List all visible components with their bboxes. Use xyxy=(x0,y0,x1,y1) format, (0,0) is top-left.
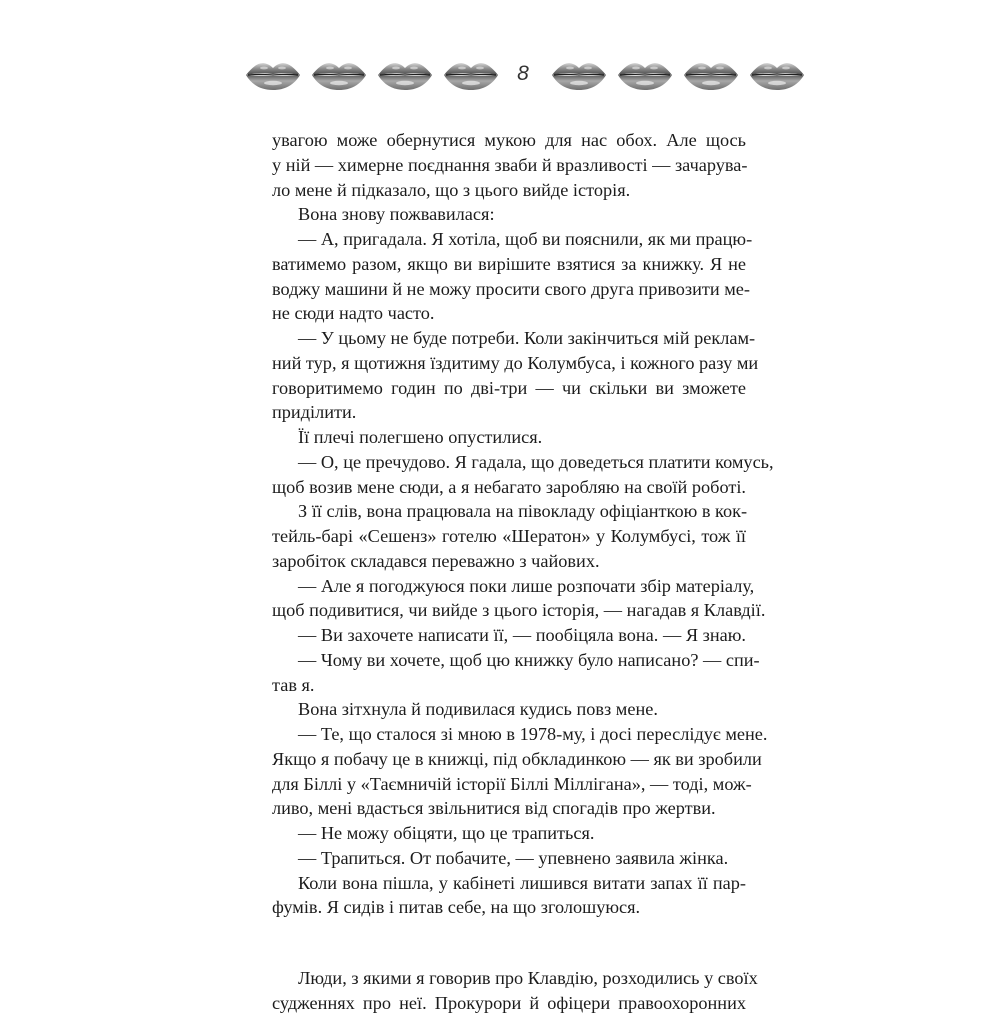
text-line: ло мене й підказало, що з цього вийде історія. xyxy=(272,179,631,200)
text-line: щоб подивитися, чи вийде з цього історія, — нагадав я Клавдії. xyxy=(272,600,766,621)
text-line: — Трапиться. От побачите, — упевнено заявила жінка. xyxy=(298,847,729,868)
lips-icon xyxy=(616,52,674,96)
text-line: судженнях про неї. Прокурори й офіцери правоохоронних xyxy=(272,992,746,1013)
text-line: Люди, з якими я говорив про Клавдію, розходились у своїх xyxy=(298,968,758,988)
text-line: для Біллі у «Таємничій історії Біллі Міллігана», — тоді, мож- xyxy=(272,773,752,794)
text-line: Вона зітхнула й подивилася кудись повз мене. xyxy=(298,699,658,720)
text-line: фумів. Я сидів і питав себе, на що зголошуюся. xyxy=(272,897,641,918)
page-header xyxy=(244,52,812,98)
text-line: — А, пригадала. Я хотіла, щоб ви пояснили, як ми працю- xyxy=(298,229,753,249)
text-line: тав я. xyxy=(272,674,315,695)
text-line: ватимемо разом, якщо ви вирішите взятися за книжку. Я не xyxy=(272,253,746,274)
text-line: приділити. xyxy=(272,402,357,423)
text-line: — О, це пречудово. Я гадала, що доведеться платити комусь, xyxy=(298,451,774,472)
text-line: говоритимемо годин по дві-три — чи скільки ви зможете xyxy=(272,377,746,398)
text-line: увагою може обернутися мукою для нас обох. Але щось xyxy=(272,130,746,150)
text-line: — Ви захочете написати її, — пообіцяла вона. — Я знаю. xyxy=(298,625,746,645)
text-line: не сюди надто часто. xyxy=(272,303,435,324)
text-line: тейль-барі «Сешенз» готелю «Шератон» у Колумбусі, тож її xyxy=(272,526,746,546)
text-line: щоб возив мене сюди, а я небагато заробляю на своїй роботі. xyxy=(272,476,746,497)
text-line: — У цьому не буде потреби. Коли закінчиться мій реклам- xyxy=(298,328,756,348)
page-number: 8 xyxy=(517,62,529,85)
text-line: ливо, мені вдасться звільнитися від спогадів про жертви. xyxy=(272,798,716,819)
text-line: заробіток складався переважно з чайових. xyxy=(272,550,600,571)
text-line: Якщо я побачу це в книжці, під обкладинкою — як ви зробили xyxy=(272,748,762,769)
lips-icon xyxy=(244,52,302,96)
text-line: — Те, що сталося зі мною в 1978-му, і досі переслідує мене. xyxy=(298,724,768,744)
body-text xyxy=(272,128,774,1016)
lips-icon xyxy=(376,52,434,96)
lips-icon xyxy=(442,52,500,96)
text-line: ний тур, я щотижня їздитиму до Колумбуса, і кожного разу ми xyxy=(272,352,759,373)
lips-icon xyxy=(310,52,368,96)
lips-icon xyxy=(550,52,608,96)
text-line: З її слів, вона працювала на півокладу офіціанткою в кок- xyxy=(298,501,748,522)
section-gap xyxy=(272,920,746,966)
lips-icon xyxy=(748,52,806,96)
lips-icon xyxy=(682,52,740,96)
text-line: Її плечі полегшено опустилися. xyxy=(298,427,543,447)
text-line: Коли вона пішла, у кабінеті лишився витати запах її пар- xyxy=(298,872,746,893)
text-line: воджу машини й не можу просити свого друга привозити ме- xyxy=(272,278,751,299)
text-line: Вона знову пожвавилася: xyxy=(298,204,495,225)
text-line: — Не можу обіцяти, що це трапиться. xyxy=(298,823,595,843)
text-line: — Чому ви хочете, щоб цю книжку було написано? — спи- xyxy=(298,649,760,670)
text-line: — Але я погоджуюся поки лише розпочати збір матеріалу, xyxy=(298,575,755,596)
text-line: у ній — химерне поєднання зваби й вразливості — зачарува- xyxy=(272,154,748,175)
